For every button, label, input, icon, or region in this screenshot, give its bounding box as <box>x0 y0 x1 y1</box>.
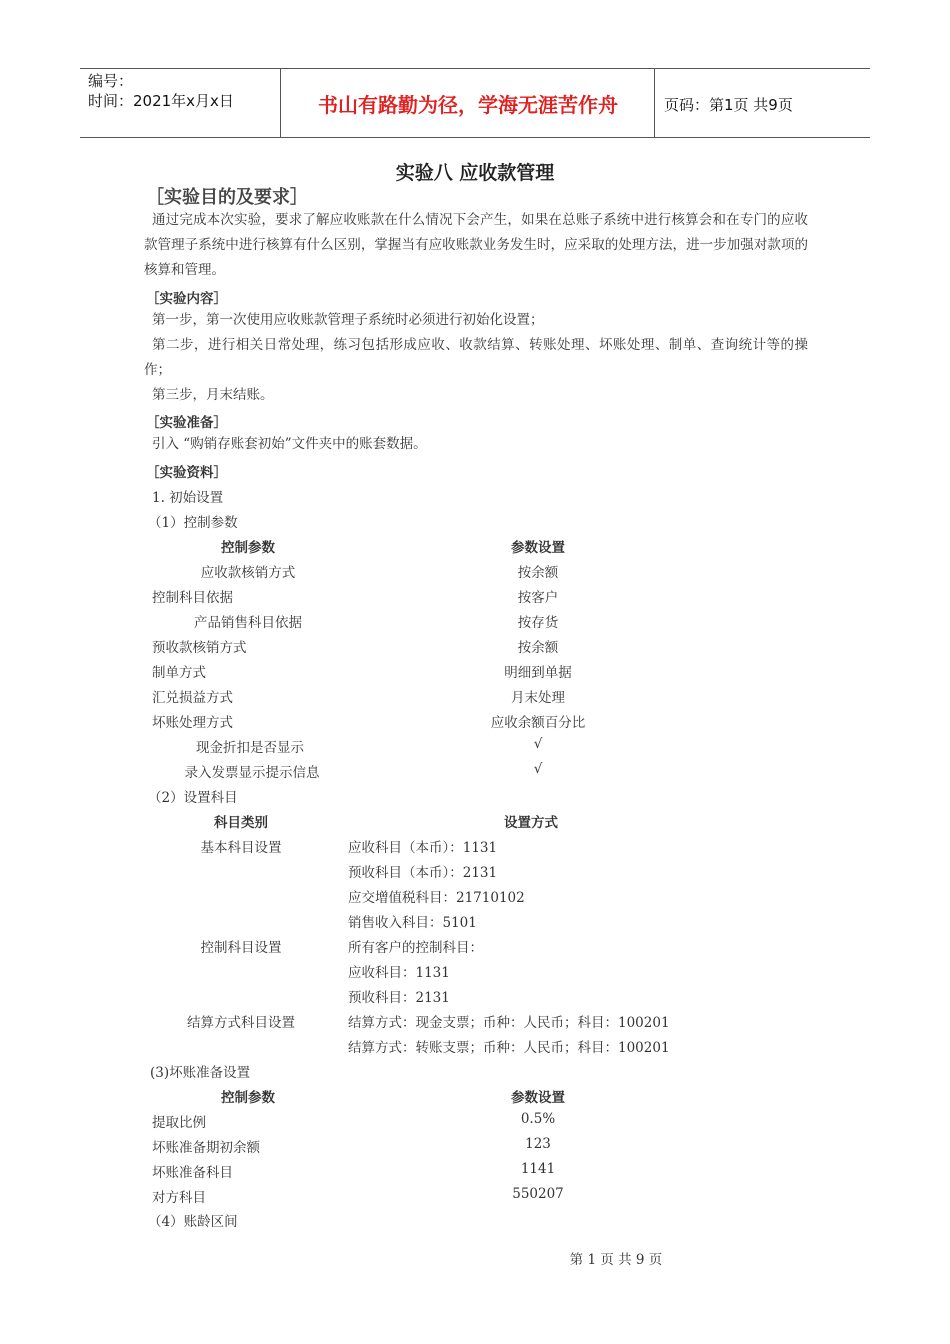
section-content-heading: ［实验内容］ <box>146 291 227 307</box>
table1-row-2-value: 按客户 <box>517 590 559 606</box>
header-number: 编号： <box>88 72 134 90</box>
page-header <box>80 68 870 138</box>
data-item-control-params: （1）控制参数 <box>148 515 238 531</box>
table2-group-3-line-1: 结算方式：现金支票；币种：人民币；科目：100201 <box>348 1015 670 1031</box>
table1-row-3-param: 产品销售科目依据 <box>194 615 302 631</box>
content-step-2: 第二步，进行相关日常处理，练习包括形成应收、收款结算、转账处理、坏账处理、制单、查询统计等的操作； <box>144 337 808 378</box>
content-step-3: 第三步，月末结账。 <box>152 387 274 403</box>
table1-row-1-value: 按余额 <box>517 565 559 581</box>
table3-row-1-param: 提取比例 <box>152 1115 206 1131</box>
table3-header-param: 控制参数 <box>221 1090 275 1106</box>
section-data-heading: ［实验资料］ <box>146 465 227 481</box>
purpose-paragraph: 通过完成本次实验，要求了解应收账款在什么情况下会产生，如果在总账子系统中进行核算会和在专门的应收款管理子系统中进行核算有什么区别，掌握当有应收账款业务发生时，应采取的处理方法，进一步加强对款项的核算和管理。 <box>144 212 808 278</box>
section-purpose-heading: ［实验目的及要求］ <box>146 187 308 208</box>
table1-row-3-value: 按存货 <box>517 615 559 631</box>
table2-header-method: 设置方式 <box>504 815 558 831</box>
table1-row-6-value: 月末处理 <box>511 690 565 706</box>
table1-row-2-param: 控制科目依据 <box>152 590 233 606</box>
table1-row-4-value: 按余额 <box>517 640 559 656</box>
table3-row-1-value: 0.5% <box>520 1111 556 1127</box>
table1-row-8-param: 现金折扣是否显示 <box>196 740 304 756</box>
table1-row-5-value: 明细到单据 <box>504 665 572 681</box>
table1-header-param: 控制参数 <box>221 540 275 556</box>
table1-row-7-param: 坏账处理方式 <box>152 715 233 731</box>
table2-group-1-line-4: 销售收入科目：5101 <box>348 915 477 931</box>
content-step-1: 第一步，第一次使用应收账款管理子系统时必须进行初始化设置； <box>152 312 544 328</box>
header-date: 时间：2021年x月x日 <box>88 92 234 110</box>
table3-header-setting: 参数设置 <box>511 1090 565 1106</box>
table1-row-1-param: 应收款核销方式 <box>200 565 296 581</box>
table3-row-4-value: 550207 <box>512 1186 564 1202</box>
data-item-initial: 1. 初始设置 <box>152 490 224 506</box>
data-item-aging: （4）账龄区间 <box>148 1214 238 1230</box>
table1-row-8-value: √ <box>533 736 543 752</box>
data-item-set-subjects: （2）设置科目 <box>148 790 238 806</box>
header-divider-right <box>654 69 655 137</box>
header-meta <box>88 71 234 111</box>
table1-row-9-param: 录入发票显示提示信息 <box>184 765 320 781</box>
header-motto: 书山有路勤为径，学海无涯苦作舟 <box>318 93 618 117</box>
prep-paragraph: 引入 “购销存账套初始”文件夹中的账套数据。 <box>152 436 427 452</box>
table2-header-category: 科目类别 <box>214 815 268 831</box>
table1-row-5-param: 制单方式 <box>152 665 206 681</box>
table2-group-2-line-2: 应收科目：1131 <box>348 965 450 981</box>
data-item-bad-debt: (3)坏账准备设置 <box>150 1065 251 1081</box>
header-divider-left <box>280 69 281 137</box>
document-title: 实验八 应收款管理 <box>395 162 555 184</box>
table1-header-setting: 参数设置 <box>511 540 565 556</box>
table2-group-1-line-1: 应收科目（本币）：1131 <box>348 840 498 856</box>
table1-row-7-value: 应收余额百分比 <box>490 715 586 731</box>
table2-group-2-line-1: 所有客户的控制科目： <box>348 940 483 956</box>
table3-row-3-value: 1141 <box>520 1161 556 1177</box>
table2-group-2-line-3: 预收科目：2131 <box>348 990 450 1006</box>
table1-row-9-value: √ <box>533 761 543 777</box>
table3-row-2-param: 坏账准备期初余额 <box>152 1140 260 1156</box>
table2-group-1-line-2: 预收科目（本币）：2131 <box>348 865 498 881</box>
table1-row-6-param: 汇兑损益方式 <box>152 690 233 706</box>
table2-group-3-line-2: 结算方式：转账支票；币种：人民币；科目：100201 <box>348 1040 670 1056</box>
table1-row-4-param: 预收款核销方式 <box>152 640 247 656</box>
section-prep-heading: ［实验准备］ <box>146 415 227 431</box>
table3-row-2-value: 123 <box>525 1136 551 1152</box>
table2-group-3-category: 结算方式科目设置 <box>187 1015 295 1031</box>
page-footer: 第 1 页 共 9 页 <box>569 1252 663 1268</box>
table3-row-4-param: 对方科目 <box>152 1190 206 1206</box>
header-page-number: 页码：第1页 共9页 <box>664 96 793 114</box>
table2-group-2-category: 控制科目设置 <box>200 940 282 956</box>
table3-row-3-param: 坏账准备科目 <box>152 1165 233 1181</box>
table2-group-1-line-3: 应交增值税科目：21710102 <box>348 890 525 906</box>
table2-group-1-category: 基本科目设置 <box>200 840 282 856</box>
